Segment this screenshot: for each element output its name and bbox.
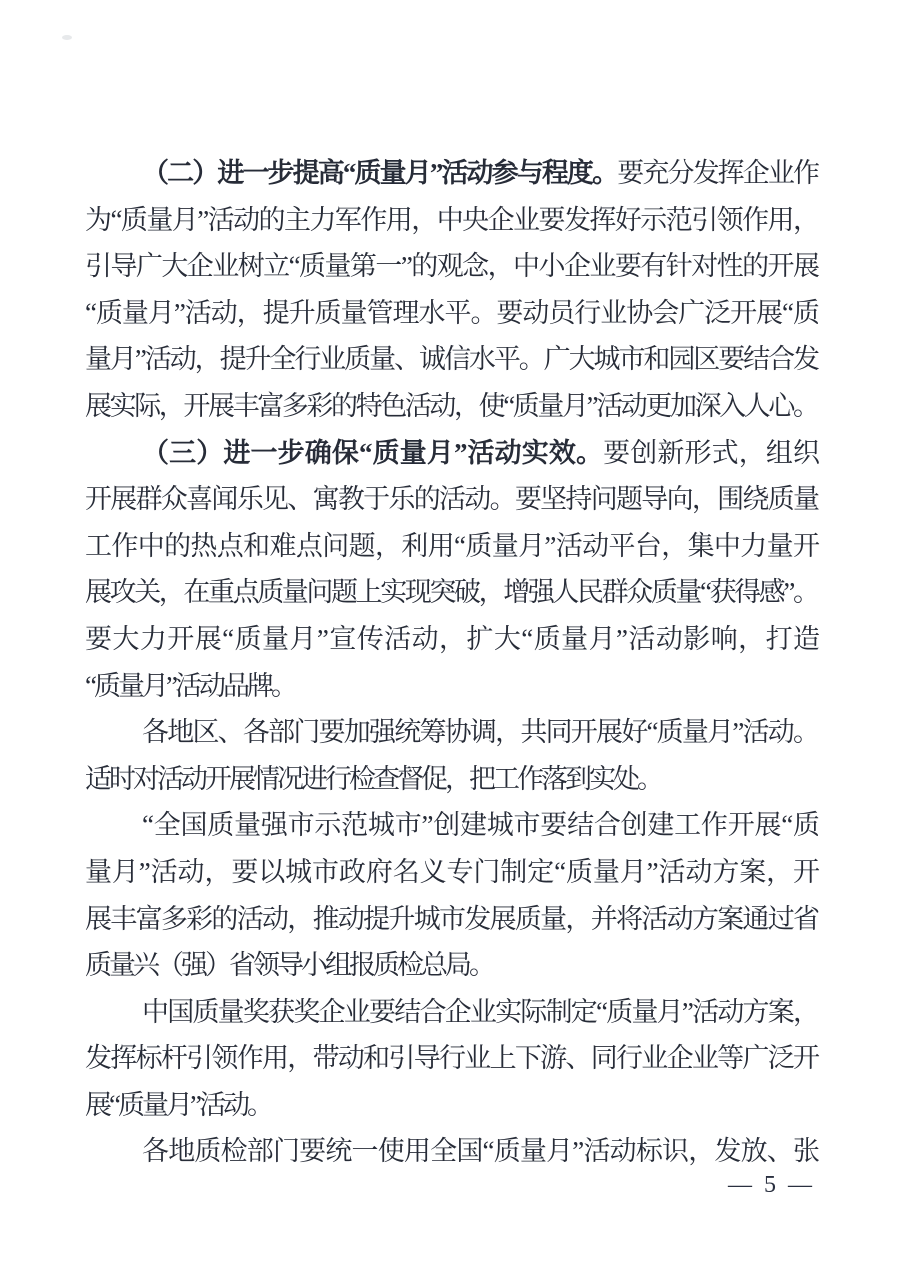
doc-line xyxy=(85,430,817,477)
doc-line xyxy=(85,150,817,197)
doc-line: 展实际，开展丰富多彩的特色活动，使“质量月”活动更加深入人心。 xyxy=(85,390,817,421)
doc-line: 为“质量月”活动的主力军作用，中央企业要发挥好示范引领作用， xyxy=(85,204,817,235)
line-text: 要创新形式，组织 xyxy=(603,437,818,468)
doc-line: 开展群众喜闻乐见、寓教于乐的活动。要坚持问题导向，围绕质量 xyxy=(85,484,817,515)
doc-line: 引导广大企业树立“质量第一”的观念，中小企业要有针对性的开展 xyxy=(85,251,817,282)
doc-line: 质量兴（强）省领导小组报质检总局。 xyxy=(85,950,493,981)
section-heading-3: （三）进一步确保“质量月”活动实效。 xyxy=(142,437,604,468)
section-heading-2: （二）进一步提高“质量月”活动参与程度。 xyxy=(142,158,618,188)
doc-line: 中国质量奖获奖企业要结合企业实际制定“质量月”活动方案， xyxy=(142,996,817,1027)
doc-line: 展“质量月”活动。 xyxy=(85,1089,271,1120)
page-number: — 5 — xyxy=(728,1172,815,1198)
document-body xyxy=(85,150,817,1175)
line-text: 要充分发挥企业作 xyxy=(617,158,818,188)
scan-artifact xyxy=(62,35,72,40)
doc-line: “质量月”活动，提升质量管理水平。要动员行业协会广泛开展“质 xyxy=(85,297,817,328)
doc-line: 适时对活动开展情况进行检查督促，把工作落到实处。 xyxy=(85,763,661,794)
doc-line: 要大力开展“质量月”宣传活动，扩大“质量月”活动影响，打造 xyxy=(85,623,817,654)
doc-line: 展攻关，在重点质量问题上实现突破，增强人民群众质量“获得感”。 xyxy=(85,577,817,608)
doc-line: “全国质量强市示范城市”创建城市要结合创建工作开展“质 xyxy=(142,810,817,841)
doc-line: 各地区、各部门要加强统筹协调，共同开展好“质量月”活动。 xyxy=(142,717,817,748)
doc-line: 展丰富多彩的活动，推动提升城市发展质量，并将活动方案通过省 xyxy=(85,903,817,934)
doc-line: 发挥标杆引领作用，带动和引导行业上下游、同行业企业等广泛开 xyxy=(85,1043,817,1074)
doc-line: 量月”活动，要以城市政府名义专门制定“质量月”活动方案，开 xyxy=(85,856,817,887)
doc-line: 工作中的热点和难点问题，利用“质量月”活动平台，集中力量开 xyxy=(85,530,817,561)
doc-line: 量月”活动，提升全行业质量、诚信水平。广大城市和园区要结合发 xyxy=(85,344,817,375)
doc-line: “质量月”活动品牌。 xyxy=(85,670,295,701)
doc-line: 各地质检部门要统一使用全国“质量月”活动标识，发放、张 xyxy=(142,1136,817,1167)
